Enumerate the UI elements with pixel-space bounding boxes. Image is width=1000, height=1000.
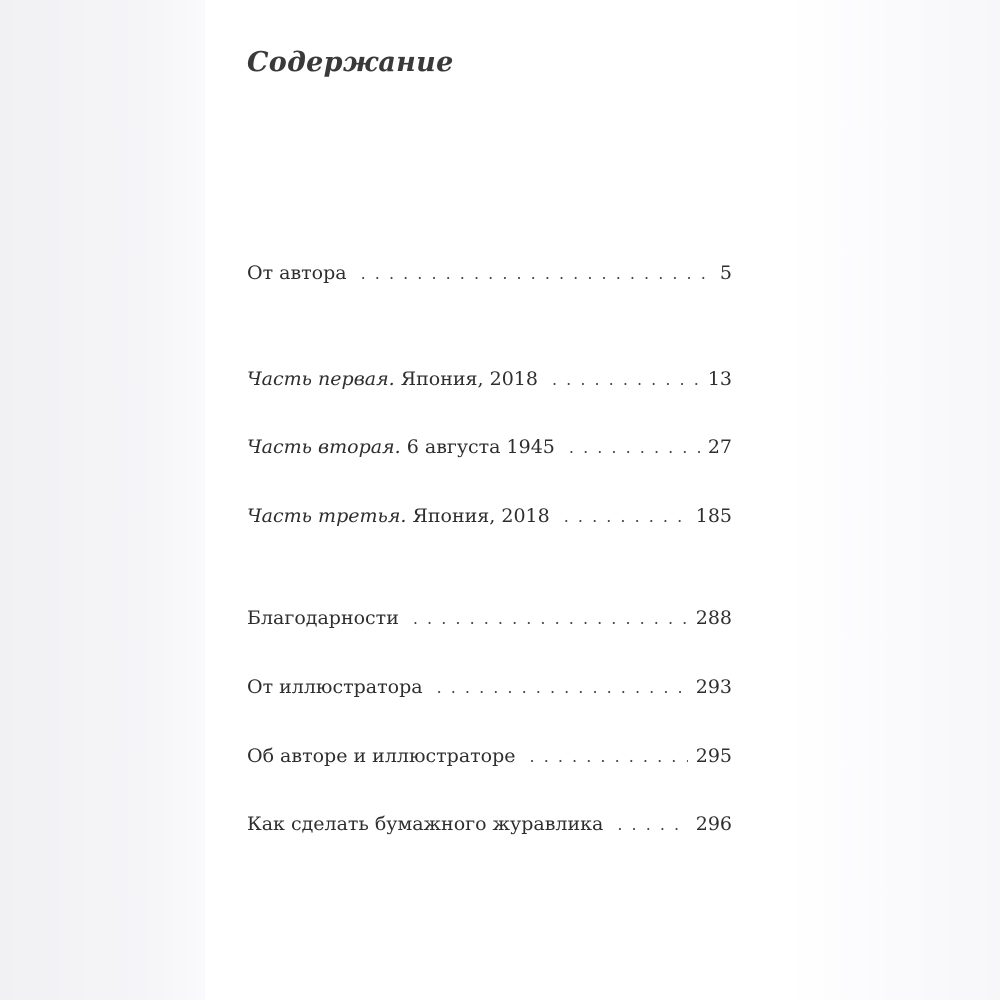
toc-entry-page: 288 — [695, 607, 732, 629]
toc-entry-paper-crane[interactable] — [247, 813, 732, 843]
toc-entry-title: Япония, 2018 — [412, 505, 550, 527]
dot-leader — [552, 370, 700, 389]
toc-entry-title: 6 августа 1945 — [406, 436, 555, 458]
toc-entry-label — [247, 262, 347, 284]
dot-leader — [617, 815, 687, 834]
toc-entry-page: 13 — [707, 368, 732, 390]
left-page-edge — [0, 0, 205, 1000]
toc-entry-page: 296 — [695, 813, 732, 835]
toc-entry-part: Часть вторая. — [247, 436, 401, 458]
toc-entry-title: Япония, 2018 — [400, 368, 538, 390]
toc-entry-title: Об авторе и иллюстраторе — [247, 745, 516, 767]
right-page-edge — [790, 0, 1000, 1000]
toc-entry-page: 27 — [707, 436, 732, 458]
toc-entry-title: Как сделать бумажного журавлика — [247, 813, 604, 835]
toc-entry-from-author[interactable] — [247, 262, 732, 292]
toc-entry-label — [247, 436, 555, 458]
toc-entry-label — [247, 813, 603, 835]
toc-entry-label — [247, 505, 550, 527]
dot-leader — [569, 438, 700, 457]
toc-entry-label — [247, 607, 399, 629]
toc-entry-part-three[interactable] — [247, 505, 732, 535]
dot-leader — [530, 747, 688, 766]
toc-entry-title: Благодарности — [247, 607, 399, 629]
toc-entry-page: 293 — [695, 676, 732, 698]
toc-entry-label — [247, 368, 538, 390]
toc-entry-title: От иллюстратора — [247, 676, 423, 698]
dot-leader — [437, 678, 688, 697]
toc-entry-part: Часть третья. — [247, 505, 407, 527]
dot-leader — [413, 609, 688, 628]
toc-entry-page: 5 — [719, 262, 732, 284]
toc-entry-label — [247, 745, 516, 767]
toc-entry-page: 185 — [695, 505, 732, 527]
toc-entry-label — [247, 676, 423, 698]
toc-entry-page: 295 — [695, 745, 732, 767]
dot-leader — [564, 507, 688, 526]
dot-leader — [361, 264, 712, 283]
toc-entry-part: Часть первая. — [247, 368, 395, 390]
toc-entry-acknowledgements[interactable] — [247, 607, 732, 637]
toc-entry-part-one[interactable] — [247, 368, 732, 398]
book-page — [205, 0, 790, 1000]
toc-title: Содержание — [247, 47, 454, 78]
toc-entry-from-illustrator[interactable] — [247, 676, 732, 706]
toc-entry-part-two[interactable] — [247, 436, 732, 466]
toc-entry-about-author[interactable] — [247, 745, 732, 775]
toc-entry-title: От автора — [247, 262, 347, 284]
